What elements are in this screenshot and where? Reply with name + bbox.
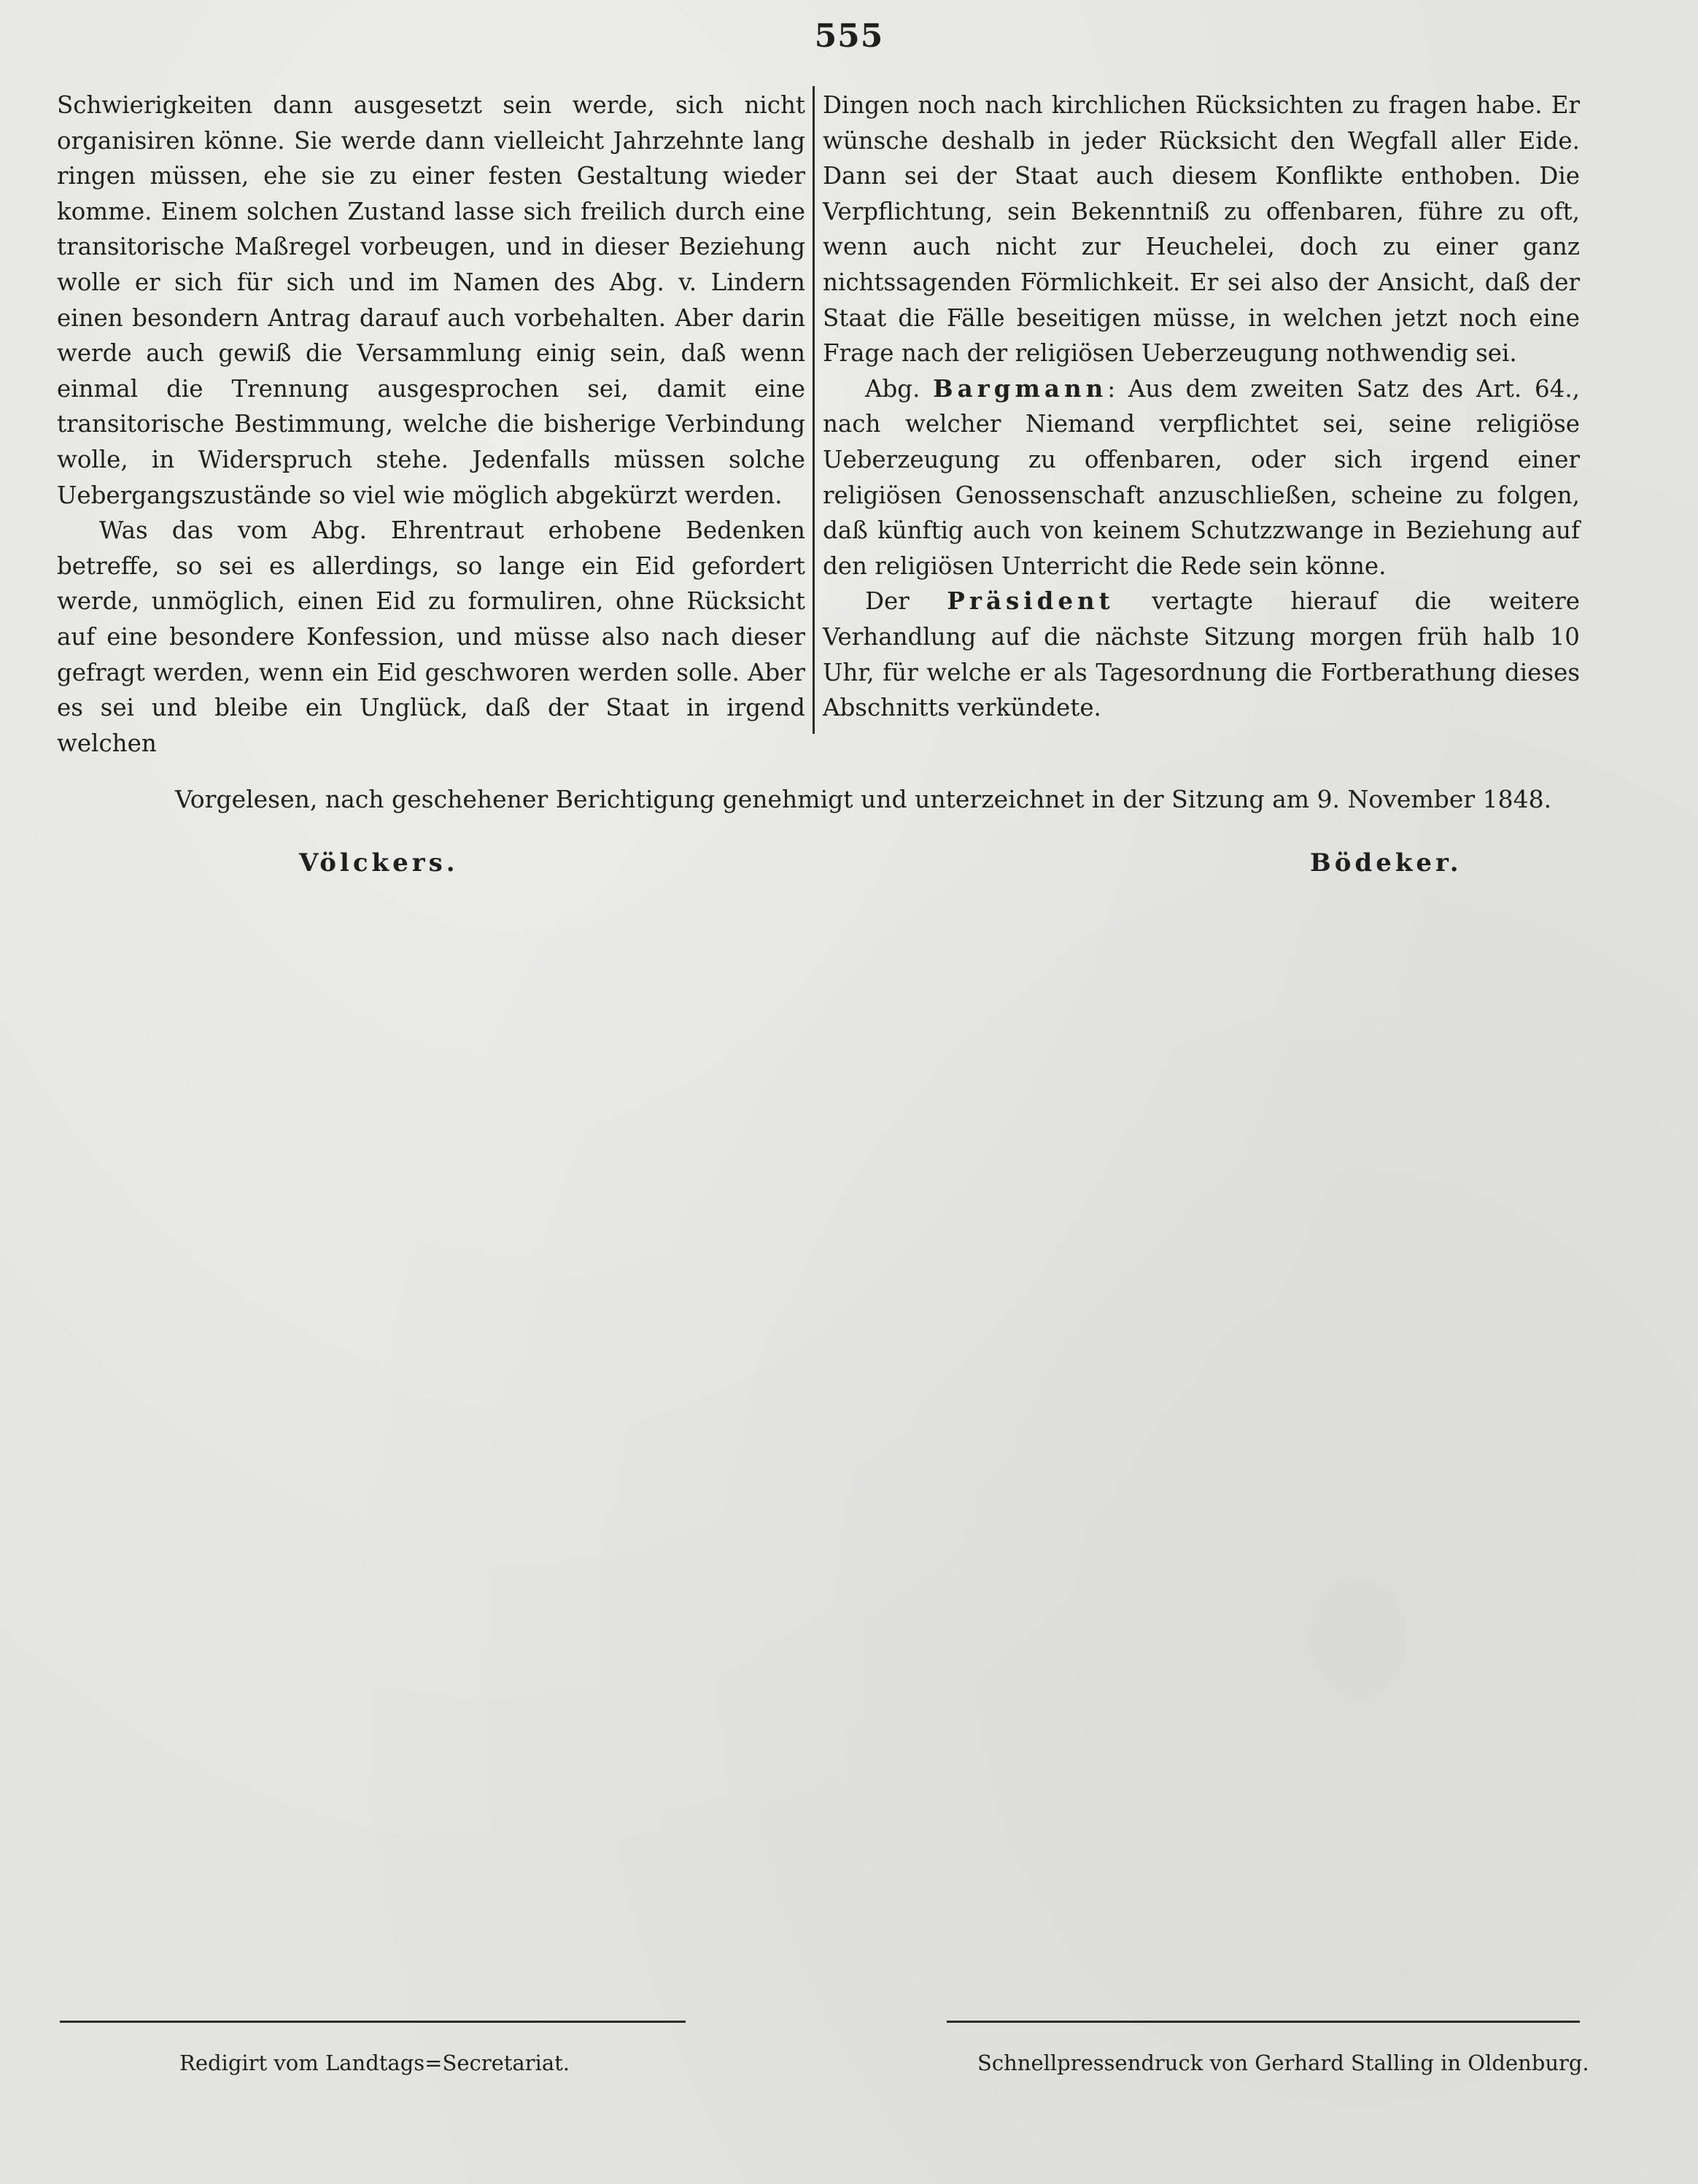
- footer-rule-left: [60, 2021, 686, 2023]
- right-text-column: [823, 88, 1580, 726]
- paragraph-ehrentraut: Was das vom Abg. Ehrentraut erhobene Bedenken betreffe, so sei es allerdings, so lange ein Eid gefordert werde, unmöglich, einen Eid zu formuliren, ohne Rücksicht auf eine besondere Konfession, und müsse also nach dieser gefragt werden, wenn ein Eid geschworen werden solle. Aber es sei und bleibe ein Unglück, daß der Staat in irgend welchen: [57, 516, 805, 757]
- speaker-name-bargmann: Bargmann: [933, 373, 1108, 403]
- page-number: 555: [814, 18, 884, 55]
- column-divider: [813, 86, 815, 734]
- closing-attestation: Vorgelesen, nach geschehener Berichtigung genehmigt und unterzeichnet in der Sitzung am 9. November 1848.: [175, 785, 1552, 813]
- speaker-prefix: Abg.: [865, 374, 934, 403]
- speaker-name-praesident: Präsident: [947, 586, 1114, 616]
- paragraph-bargmann: [823, 371, 1580, 584]
- paragraph-praesident: [823, 584, 1580, 725]
- left-text-column: [57, 88, 805, 761]
- footer-rule-right: [947, 2021, 1580, 2023]
- speech-text-bargmann: : Aus dem zweiten Satz des Art. 64., nach welcher Niemand verpflichtet sei, seine religiöse Ueberzeugung zu offenbaren, oder sich irgend einer religiösen Genossenschaft anzuschließen, scheine zu folgen, daß künftig auch von keinem Schutzzwange in Beziehung auf den religiösen Unterricht die Rede sein könne.: [823, 374, 1581, 580]
- speech-text-praesident: vertagte hierauf die weitere Verhandlung auf die nächste Sitzung morgen früh halb 10 Uhr, für welche er als Tagesordnung die Fortberathung dieses Abschnitts verkündete.: [823, 587, 1580, 722]
- signature-right: Bödeker.: [1310, 848, 1462, 878]
- paragraph-continuation: Schwierigkeiten dann ausgesetzt sein werde, sich nicht organisiren könne. Sie werde dann vielleicht Jahrzehnte lang ringen müssen, ehe sie zu einer festen Gestaltung wieder komme. Einem solchen Zustand lasse sich freilich durch eine transitorische Maßregel vorbeugen, und in dieser Beziehung wolle er sich für sich und im Namen des Abg. v. Lindern einen besondern Antrag darauf auch vorbehalten. Aber darin werde auch gewiß die Versammlung einig sein, daß wenn einmal die Trennung ausgesprochen sei, damit eine transitorische Bestimmung, welche die bisherige Verbindung wolle, in Widerspruch stehe. Jedenfalls müssen solche Uebergangszustände so viel wie möglich abgekürzt werden.: [57, 91, 805, 509]
- speaker-prefix: Der: [865, 587, 947, 616]
- footer-editor-note: Redigirt vom Landtags=Secretariat.: [179, 2051, 570, 2075]
- signature-left: Völckers.: [299, 848, 459, 878]
- footer-printer-note: Schnellpressendruck von Gerhard Stalling in Oldenburg.: [977, 2051, 1589, 2075]
- paragraph-eide: Dingen noch nach kirchlichen Rücksichten zu fragen habe. Er wünsche deshalb in jeder Rücksicht den Wegfall aller Eide. Dann sei der Staat auch diesem Konflikte enthoben. Die Verpflichtung, sein Bekenntniß zu offenbaren, führe zu oft, wenn auch nicht zur Heuchelei, doch zu einer ganz nichtssagenden Förmlichkeit. Er sei also der Ansicht, daß der Staat die Fälle beseitigen müsse, in welchen jetzt noch eine Frage nach der religiösen Ueberzeugung nothwendig sei.: [823, 91, 1580, 368]
